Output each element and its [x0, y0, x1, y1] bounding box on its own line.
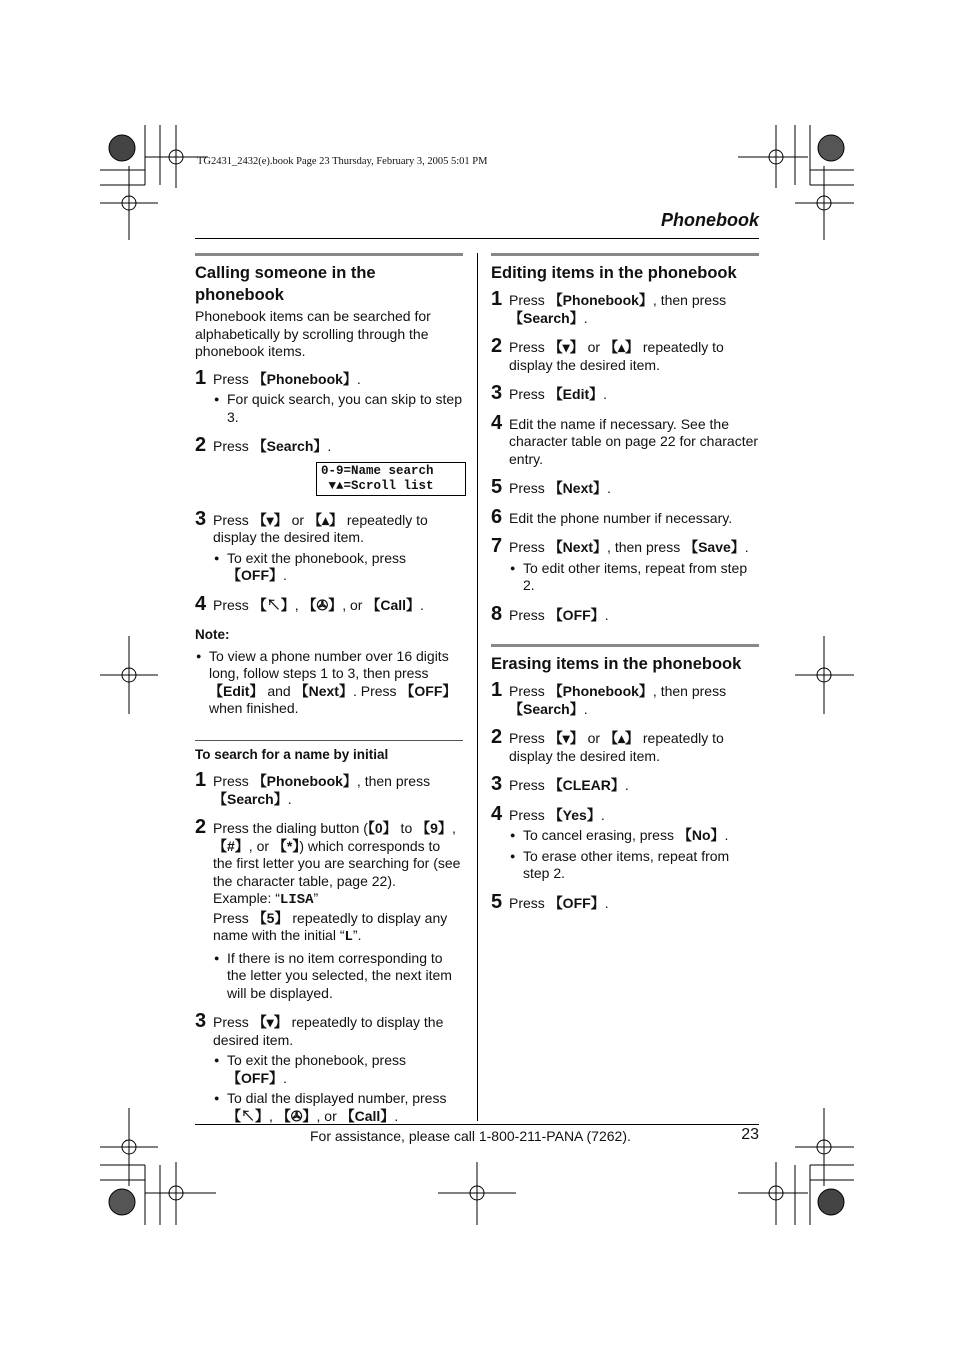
step-number: 1: [195, 769, 207, 791]
step-number: 3: [491, 773, 503, 795]
step-text: Press 【▾】 or 【▴】 repeatedly to display the desired item.: [509, 339, 724, 373]
step-number: 2: [491, 335, 503, 357]
step-number: 7: [491, 535, 503, 557]
speaker-icon: ✇: [316, 596, 329, 613]
step-bullet: ● To erase other items, repeat from step 2.: [509, 848, 759, 883]
step-text: Press 【Edit】.: [509, 386, 608, 402]
step-text: Press 【Phonebook】, then press 【Search】.: [509, 292, 727, 326]
step-bullet: ● If there is no item corresponding to the letter you selected, the next item will be displayed.: [213, 950, 463, 1003]
talk-icon: ↖: [266, 596, 281, 613]
step-number: 1: [491, 679, 503, 701]
step-text: Press 【▾】 repeatedly to display the desired item.: [213, 1014, 444, 1048]
step-number: 1: [195, 366, 207, 389]
step-number: 8: [491, 602, 503, 625]
step-text: Edit the name if necessary. See the character table on page 22 for character entry.: [509, 415, 759, 467]
footer-assistance: For assistance, please call 1-800-211-PANA (7262).: [310, 1128, 631, 1144]
editing-section-title: Editing items in the phonebook: [491, 264, 737, 282]
step-text: Press 【▾】 or 【▴】 repeatedly to display the desired item.: [509, 730, 724, 764]
step-detail: Press 【5】 repeatedly to display any name with the initial “L”.: [213, 909, 448, 945]
step-text: Press 【Phonebook】, then press 【Search】.: [213, 773, 431, 807]
step-number: 4: [491, 411, 503, 434]
step-text: Press 【OFF】.: [509, 894, 609, 911]
step-text: Press 【OFF】.: [509, 606, 609, 623]
step-text: Press 【Phonebook】, then press 【Search】.: [509, 683, 727, 717]
step-number: 3: [491, 382, 503, 404]
calling-section-title: Calling someone in the phonebook: [195, 264, 376, 304]
step-number: 2: [195, 434, 207, 456]
speaker-icon: ✇: [290, 1107, 303, 1124]
step-text: Press 【Next】, then press 【Save】.: [509, 539, 749, 555]
search-initial-title: To search for a name by initial: [195, 746, 389, 762]
step-example: Example: “LISA”: [213, 890, 319, 908]
display-line-1: 0-9=Name search: [321, 463, 434, 478]
display-line-2: ▼▲=Scroll list: [321, 478, 434, 493]
step-text: Press 【Yes】.: [509, 806, 605, 823]
step-number: 5: [491, 476, 503, 498]
step-bullet: ● To exit the phonebook, press 【OFF】.: [213, 550, 463, 585]
step-bullet: ● To exit the phonebook, press 【OFF】.: [213, 1052, 463, 1087]
step-text: Press 【Search】.: [213, 438, 332, 454]
step-number: 6: [491, 505, 503, 528]
step-number: 4: [491, 802, 503, 825]
page-section-title: Phonebook: [661, 210, 759, 230]
step-number: 3: [195, 507, 207, 530]
step-bullet: ● To cancel erasing, press 【No】.: [509, 827, 759, 845]
file-info: TG2431_2432(e).book Page 23 Thursday, February 3, 2005 5:01 PM: [197, 156, 488, 167]
step-text: Press 【CLEAR】.: [509, 777, 629, 793]
step-bullet: ● To edit other items, repeat from step 2.: [509, 560, 759, 595]
step-text: Press 【Next】.: [509, 480, 611, 496]
step-number: 3: [195, 1010, 207, 1032]
step-text: Press 【▾】 or 【▴】 repeatedly to display the desired item.: [213, 511, 428, 545]
step-text: Press the dialing button (【0】 to 【9】, 【#】, or 【*】) which corresponds to the first letter you are searching for (see the character table, page 22).: [213, 820, 461, 889]
step-bullet: ● For quick search, you can skip to step 3.: [213, 391, 463, 426]
step-text: Press 【Phonebook】.: [213, 370, 361, 387]
step-bullet: ● To dial the displayed number, press 【↖】, 【✇】, or 【Call】.: [213, 1090, 463, 1125]
step-number: 5: [491, 890, 503, 913]
note-bullet: ● To view a phone number over 16 digits long, follow steps 1 to 3, then press 【Edit】 and 【Next】. Press 【OFF】 when finished.: [195, 648, 463, 718]
talk-icon: ↖: [241, 1107, 255, 1124]
note-title: Note:: [195, 627, 230, 642]
step-text: Press 【↖】, 【✇】, or 【Call】.: [213, 596, 424, 613]
calling-intro: Phonebook items can be searched for alphabetically by scrolling through the phonebook items.: [195, 308, 431, 359]
page-number: 23: [741, 1126, 759, 1143]
step-number: 1: [491, 288, 503, 310]
step-number: 4: [195, 592, 207, 615]
erasing-section-title: Erasing items in the phonebook: [491, 655, 742, 673]
step-text: Edit the phone number if necessary.: [509, 509, 733, 526]
step-number: 2: [195, 816, 207, 838]
step-number: 2: [491, 726, 503, 748]
